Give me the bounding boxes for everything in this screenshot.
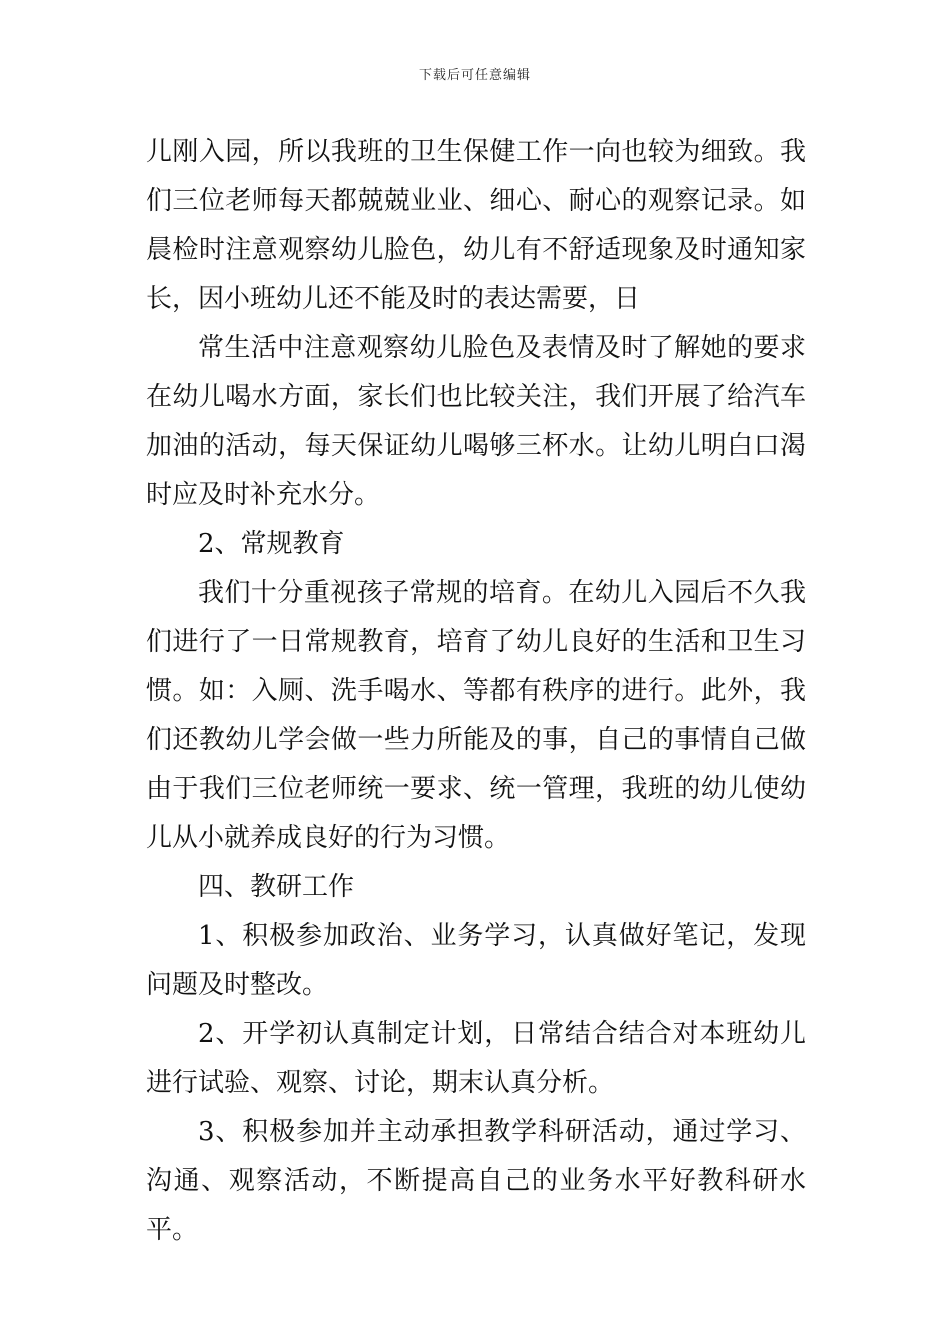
paragraph-research-item-2: 2、开学初认真制定计划，日常结合结合对本班幼儿进行试验、观察、讨论，期末认真分析。 xyxy=(146,1019,806,1098)
document-body xyxy=(146,128,806,1255)
paragraph-research-item-3: 3、积极参加并主动承担教学科研活动，通过学习、沟通、观察活动，不断提高自己的业务水平好教科研水平。 xyxy=(146,1117,806,1245)
paragraph-health-care: 儿刚入园，所以我班的卫生保健工作一向也较为细致。我们三位老师每天都兢兢业业、细心、耐心的观察记录。如晨检时注意观察幼儿脸色，幼儿有不舒适现象及时通知家长，因小班幼儿还不能及时的表达需要，日 xyxy=(146,137,806,314)
paragraph-routine-education: 我们十分重视孩子常规的培育。在幼儿入园后不久我们进行了一日常规教育，培育了幼儿良好的生活和卫生习惯。如：入厕、洗手喝水、等都有秩序的进行。此外，我们还教幼儿学会做一些力所能及的事，自己的事情自己做由于我们三位老师统一要求、统一管理，我班的幼儿使幼儿从小就养成良好的行为习惯。 xyxy=(146,578,806,853)
section-heading-teaching-research: 四、教研工作 xyxy=(198,872,355,902)
page-header-note: 下载后可任意编辑 xyxy=(418,68,531,83)
section-heading-routine-education: 2、常规教育 xyxy=(198,529,345,559)
paragraph-research-item-1: 1、积极参加政治、业务学习，认真做好笔记，发现问题及时整改。 xyxy=(146,921,806,1000)
paragraph-daily-observation: 常生活中注意观察幼儿脸色及表情及时了解她的要求在幼儿喝水方面，家长们也比较关注，我们开展了给汽车加油的活动，每天保证幼儿喝够三杯水。让幼儿明白口渴时应及时补充水分。 xyxy=(146,333,806,510)
